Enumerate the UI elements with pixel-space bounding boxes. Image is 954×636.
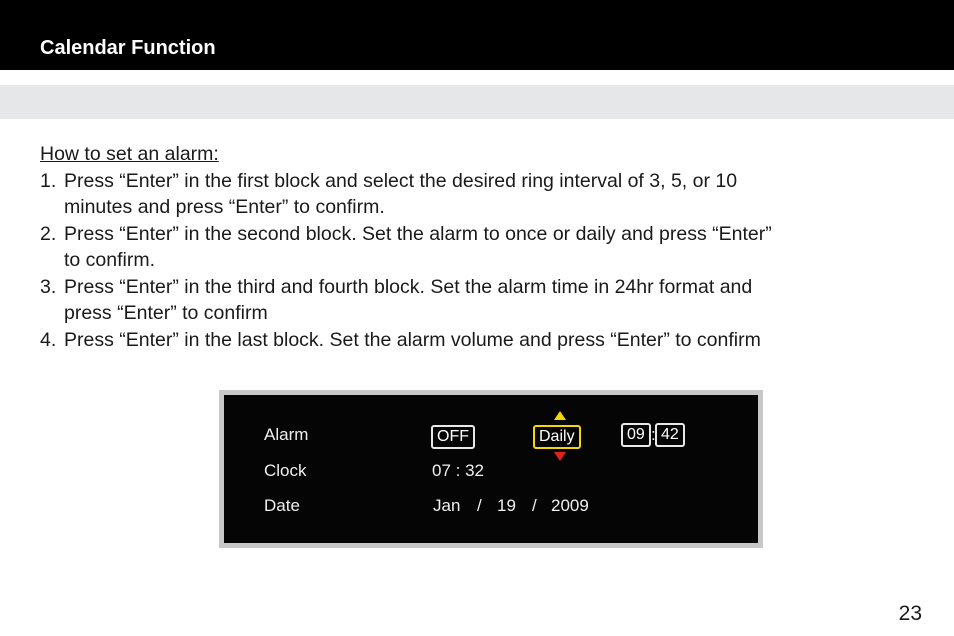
page-number: 23 bbox=[898, 602, 922, 625]
step-line: Press “Enter” in the last block. Set the alarm volume and press “Enter” to confirm bbox=[64, 328, 761, 351]
device-screen bbox=[224, 395, 758, 543]
step-line: press “Enter” to confirm bbox=[64, 302, 268, 324]
step-number: 4. bbox=[40, 328, 57, 351]
step-1 bbox=[40, 168, 920, 221]
step-4 bbox=[40, 327, 920, 354]
up-arrow-icon[interactable] bbox=[554, 411, 566, 420]
step-line: minutes and press “Enter” to confirm. bbox=[64, 196, 385, 218]
header-bar bbox=[0, 0, 954, 70]
step-3 bbox=[40, 274, 920, 327]
clock-label: Clock bbox=[264, 461, 307, 480]
instructions-heading: How to set an alarm: bbox=[40, 143, 219, 165]
device-screenshot-frame bbox=[219, 390, 763, 548]
down-arrow-icon[interactable] bbox=[554, 452, 566, 461]
instructions bbox=[40, 141, 920, 353]
gray-band bbox=[0, 85, 954, 119]
alarm-hour-box[interactable]: 09 bbox=[621, 423, 651, 447]
date-month: Jan bbox=[433, 496, 461, 515]
date-day: 19 bbox=[497, 496, 516, 515]
date-separator: / bbox=[532, 496, 537, 515]
alarm-minute-box[interactable]: 42 bbox=[655, 423, 685, 447]
step-line: Press “Enter” in the third and fourth block. Set the alarm time in 24hr format and bbox=[64, 275, 753, 298]
step-number: 3. bbox=[40, 275, 57, 298]
alarm-state-box[interactable]: OFF bbox=[431, 425, 475, 449]
step-line: Press “Enter” in the first block and select the desired ring interval of 3, 5, or 10 bbox=[64, 169, 738, 192]
step-number: 1. bbox=[40, 169, 57, 192]
date-separator: / bbox=[477, 496, 482, 515]
step-line: to confirm. bbox=[64, 249, 156, 271]
date-label: Date bbox=[264, 496, 300, 515]
alarm-label: Alarm bbox=[264, 425, 309, 444]
clock-time: 07 : 32 bbox=[432, 461, 484, 480]
step-number: 2. bbox=[40, 222, 57, 245]
alarm-time-separator: : bbox=[651, 425, 656, 444]
step-2 bbox=[40, 221, 920, 274]
section-title: Calendar Function bbox=[40, 37, 216, 59]
step-line: Press “Enter” in the second block. Set the alarm to once or daily and press “Enter” bbox=[64, 222, 772, 245]
date-year: 2009 bbox=[551, 496, 589, 515]
alarm-mode-box[interactable]: Daily bbox=[533, 425, 581, 449]
